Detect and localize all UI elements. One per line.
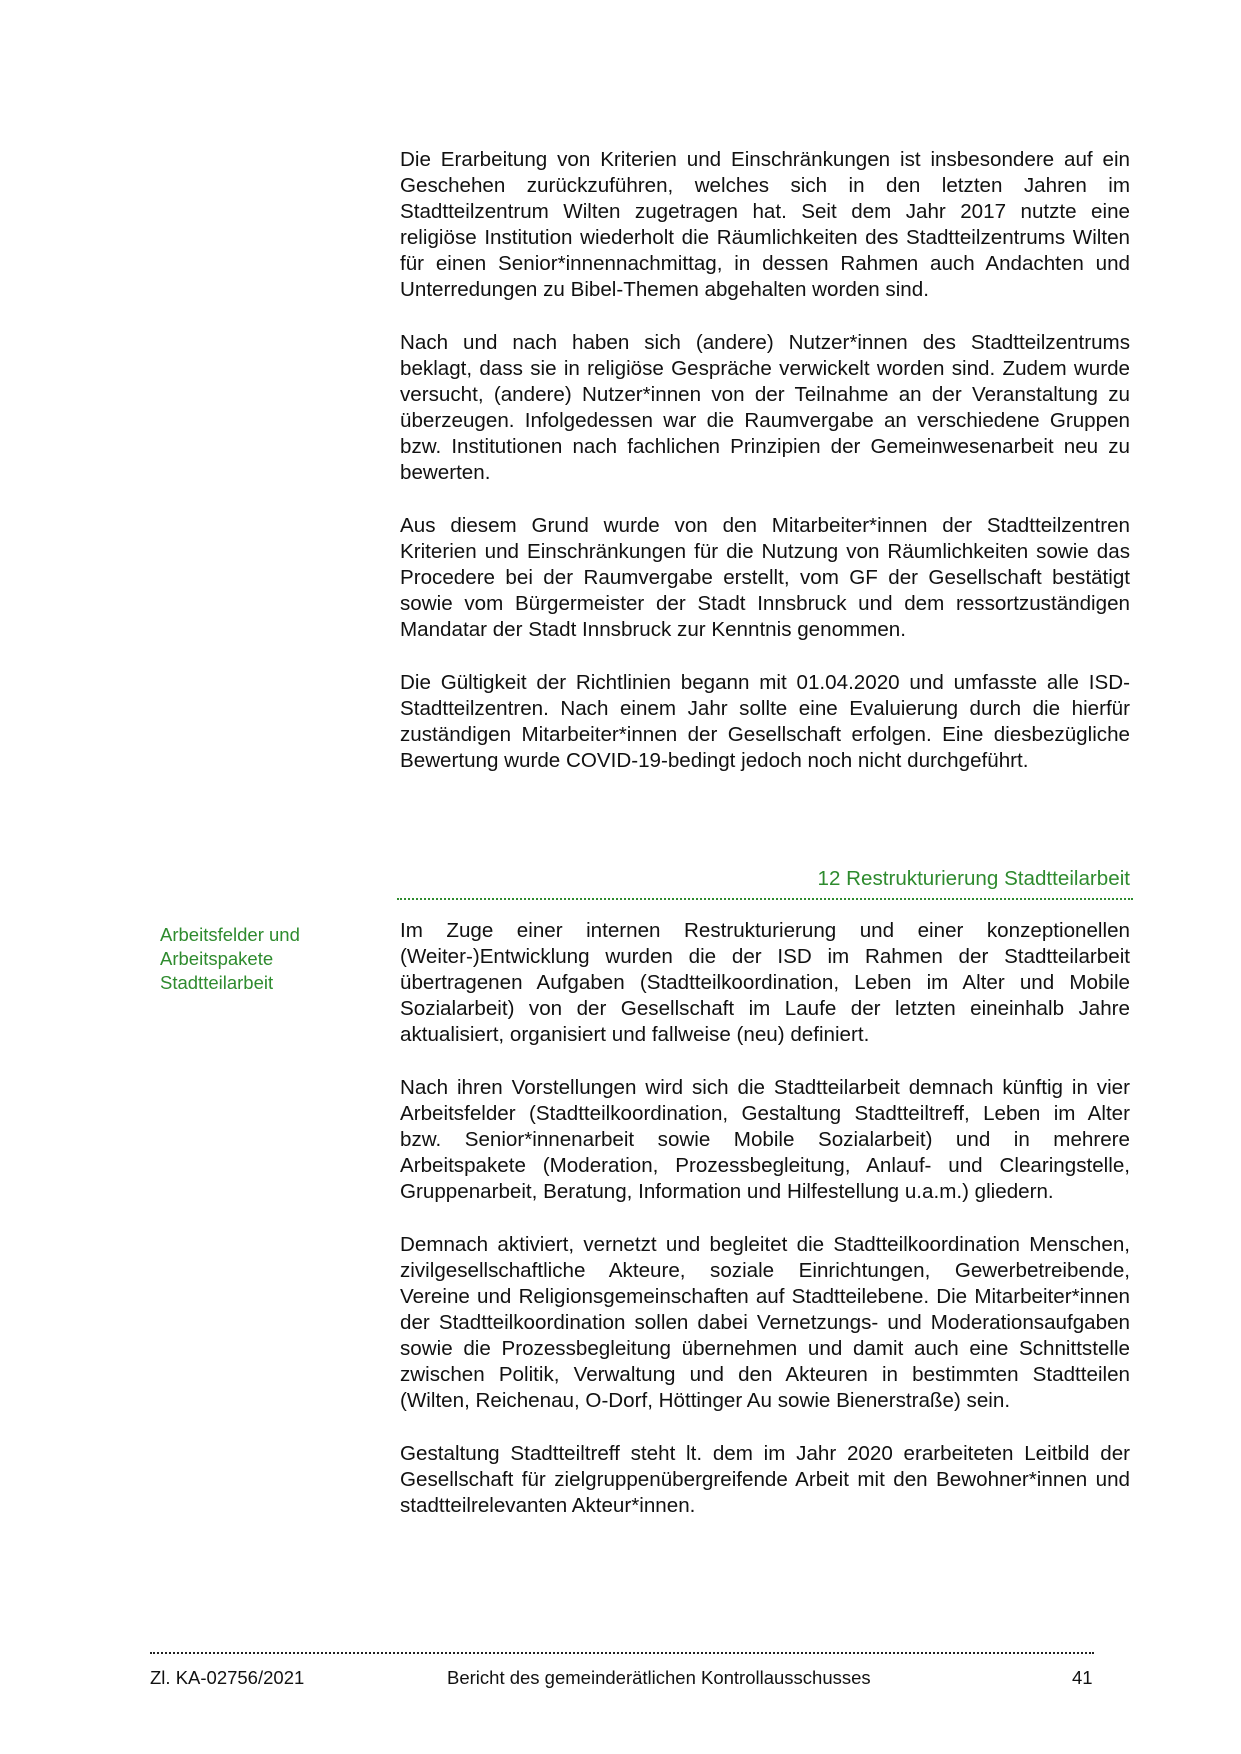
page-number: 41 — [1072, 1667, 1093, 1688]
section-heading: 12 Restrukturierung Stadtteilarbeit — [817, 867, 1130, 890]
section-body — [400, 918, 1130, 1546]
paragraph: Im Zuge einer internen Restrukturierung und einer konzeptionellen (Weiter-)Entwicklung wurden die der ISD im Rahmen der Stadtteilarbeit übertragenen Aufgaben (Stadtteilkoordination, Leben im Alter und Mobile Sozialarbeit) von der Gesellschaft im Laufe der letzten eineinhalb Jahre aktualisiert, organisiert und fallweise (neu) definiert. — [400, 919, 1130, 1046]
body-top — [400, 147, 1130, 801]
paragraph: Nach und nach haben sich (andere) Nutzer*innen des Stadtteilzentrums beklagt, dass sie in religiöse Gespräche verwickelt worden sind. Zudem wurde versucht, (andere) Nutzer*innen von der Teilnahme an der Veranstaltung zu überzeugen. Infolgedessen war die Raumvergabe an verschiedene Gruppen bzw. Institutionen nach fachlichen Prinzipien der Gemeinwesenarbeit neu zu bewerten. — [400, 331, 1130, 484]
footer-divider — [150, 1652, 1094, 1654]
marginal-note: Arbeitsfelder und Arbeitspakete Stadtteilarbeit — [160, 924, 300, 993]
paragraph: Gestaltung Stadtteiltreff steht lt. dem im Jahr 2020 erarbeiteten Leitbild der Gesellschaft für zielgruppenübergreifende Arbeit mit den Bewohner*innen und stadtteilrelevanten Akteur*innen. — [400, 1442, 1130, 1517]
paragraph: Demnach aktiviert, vernetzt und begleitet die Stadtteilkoordination Menschen, zivilgesellschaftliche Akteure, soziale Einrichtungen, Gewerbetreibende, Vereine und Religionsgemeinschaften auf Stadtteilebene. Die Mitarbeiter*innen der Stadtteilkoordination sollen dabei Vernetzungs- und Moderationsaufgaben sowie die Prozessbegleitung übernehmen und damit auch eine Schnittstelle zwischen Politik, Verwaltung und den Akteuren in bestimmten Stadtteilen (Wilten, Reichenau, O-Dorf, Höttinger Au sowie Bienerstraße) sein. — [400, 1233, 1130, 1412]
footer-reference: Zl. KA-02756/2021 — [150, 1667, 305, 1688]
heading-divider — [397, 898, 1133, 900]
paragraph: Aus diesem Grund wurde von den Mitarbeiter*innen der Stadtteilzentren Kriterien und Einschränkungen für die Nutzung von Räumlichkeiten sowie das Procedere bei der Raumvergabe erstellt, vom GF der Gesellschaft bestätigt sowie vom Bürgermeister der Stadt Innsbruck und dem ressortzuständigen Mandatar der Stadt Innsbruck zur Kenntnis genommen. — [400, 514, 1130, 641]
paragraph: Die Gültigkeit der Richtlinien begann mit 01.04.2020 und umfasste alle ISD-Stadtteilzentren. Nach einem Jahr sollte eine Evaluierung durch die hierfür zuständigen Mitarbeiter*innen der Gesellschaft erfolgen. Eine diesbezügliche Bewertung wurde COVID-19-bedingt jedoch noch nicht durchgeführt. — [400, 671, 1130, 772]
footer-title: Bericht des gemeinderätlichen Kontrollausschusses — [447, 1667, 871, 1688]
paragraph: Die Erarbeitung von Kriterien und Einschränkungen ist insbesondere auf ein Geschehen zurückzuführen, welches sich in den letzten Jahren im Stadtteilzentrum Wilten zugetragen hat. Seit dem Jahr 2017 nutzte eine religiöse Institution wiederholt die Räumlichkeiten des Stadtteilzentrums Wilten für einen Senior*innennachmittag, in dessen Rahmen auch Andachten und Unterredungen zu Bibel-Themen abgehalten worden sind. — [400, 148, 1130, 301]
paragraph: Nach ihren Vorstellungen wird sich die Stadtteilarbeit demnach künftig in vier Arbeitsfelder (Stadtteilkoordination, Gestaltung Stadtteiltreff, Leben im Alter bzw. Senior*innenarbeit sowie Mobile Sozialarbeit) und in mehrere Arbeitspakete (Moderation, Prozessbegleitung, Anlauf- und Clearingstelle, Gruppenarbeit, Beratung, Information und Hilfestellung u.a.m.) gliedern. — [400, 1076, 1130, 1203]
